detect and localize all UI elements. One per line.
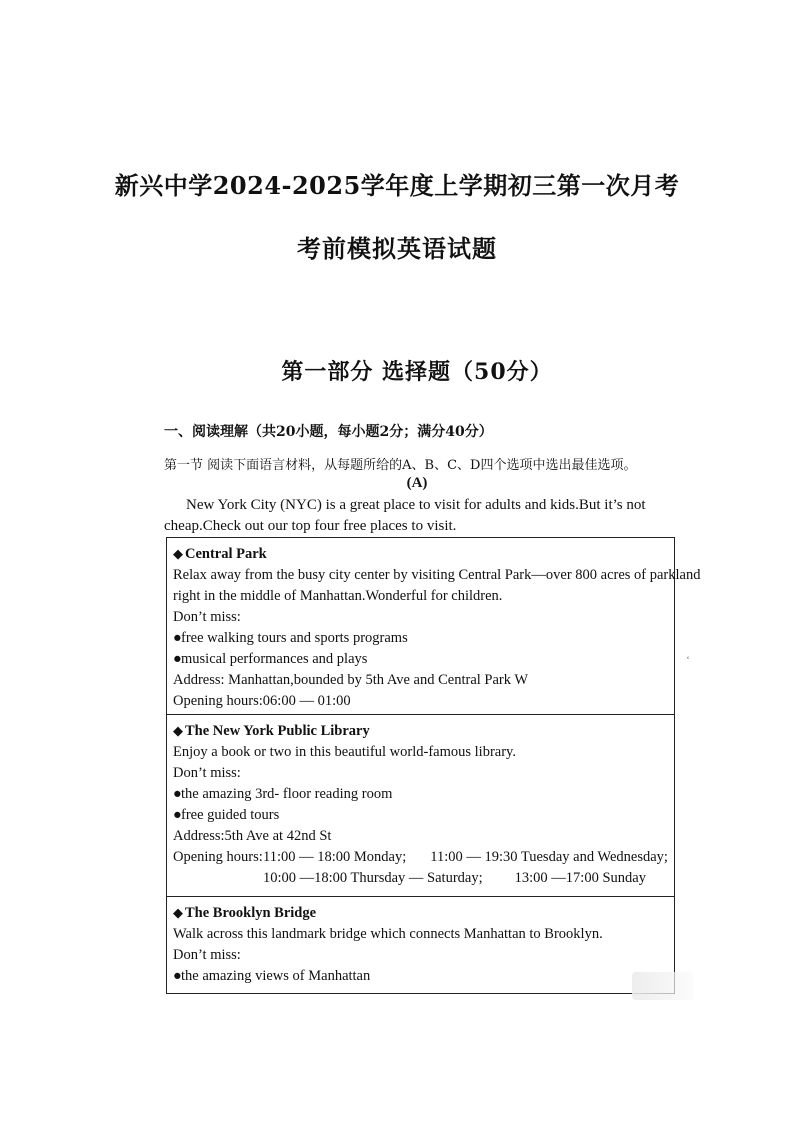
entry-address: Address: Manhattan,bounded by 5th Ave and Central Park W bbox=[173, 672, 529, 688]
entry-description: Relax away from the busy city center by visiting Central Park—over 800 acres of parkland bbox=[173, 567, 701, 583]
entry-title: ◆ The Brooklyn Bridge bbox=[173, 905, 317, 921]
watermark-smudge bbox=[632, 972, 694, 1000]
entry-hours bbox=[173, 868, 668, 889]
diamond-icon: ◆ bbox=[173, 723, 183, 738]
entry-central-park bbox=[166, 537, 701, 715]
entry-public-library bbox=[166, 715, 675, 897]
entry-description: Enjoy a book or two in this beautiful world-famous library. bbox=[173, 744, 516, 760]
list-item: ●the amazing views of Manhattan bbox=[173, 966, 668, 987]
scan-mark: ʿ bbox=[686, 654, 690, 668]
passage-label: (A) bbox=[406, 475, 428, 491]
exam-title-line1: 新兴中学2024-2025学年度上学期初三第一次月考 bbox=[114, 171, 680, 200]
entry-brooklyn-bridge bbox=[166, 897, 675, 994]
entry-hours: Opening hours:06:00 — 01:00 bbox=[173, 693, 351, 709]
list-item: ●musical performances and plays bbox=[173, 649, 668, 670]
entry-hours bbox=[173, 847, 668, 868]
passage-intro: New York City (NYC) is a great place to visit for adults and kids.But it’s not cheap.Check out our top four free places to visit. bbox=[164, 497, 646, 534]
part-title: 第一部分 选择题（50分） bbox=[281, 359, 553, 385]
entry-address: Address:5th Ave at 42nd St bbox=[173, 828, 332, 844]
hours-tue-wed: 11:00 — 19:30 Tuesday and Wednesday; bbox=[430, 849, 668, 865]
bullet-icon: ● bbox=[173, 630, 182, 646]
hours-sunday: 13:00 —17:00 Sunday bbox=[514, 870, 646, 886]
hours-monday: 11:00 — 18:00 Monday; bbox=[263, 849, 407, 865]
hours-thu-sat: 10:00 —18:00 Thursday — Saturday; bbox=[263, 870, 483, 886]
section-instruction: 第一节 阅读下面语言材料，从每题所给的A、B、C、D四个选项中选出最佳选项。 bbox=[164, 458, 637, 473]
dont-miss-label: Don’t miss: bbox=[173, 609, 241, 625]
bullet-icon: ● bbox=[173, 651, 182, 667]
entry-title: ◆ Central Park bbox=[173, 546, 267, 562]
list-item: ●the amazing 3rd- floor reading room bbox=[173, 784, 668, 805]
bullet-icon: ● bbox=[173, 786, 182, 802]
entry-description: Walk across this landmark bridge which connects Manhattan to Brooklyn. bbox=[173, 926, 603, 942]
entry-title: ◆ The New York Public Library bbox=[173, 723, 370, 739]
list-item: ●free walking tours and sports programs bbox=[173, 628, 668, 649]
hours-label: Opening hours: bbox=[173, 849, 263, 865]
diamond-icon: ◆ bbox=[173, 546, 183, 561]
list-item: ●free guided tours bbox=[173, 805, 668, 826]
dont-miss-label: Don’t miss: bbox=[173, 947, 241, 963]
bullet-icon: ● bbox=[173, 807, 182, 823]
bullet-icon: ● bbox=[173, 968, 182, 984]
section-heading: 一、阅读理解（共20小题，每小题2分；满分40分） bbox=[164, 424, 493, 440]
dont-miss-label: Don’t miss: bbox=[173, 765, 241, 781]
diamond-icon: ◆ bbox=[173, 905, 183, 920]
entry-description: right in the middle of Manhattan.Wonderful for children. bbox=[173, 588, 503, 604]
exam-title-line2: 考前模拟英语试题 bbox=[297, 234, 497, 263]
